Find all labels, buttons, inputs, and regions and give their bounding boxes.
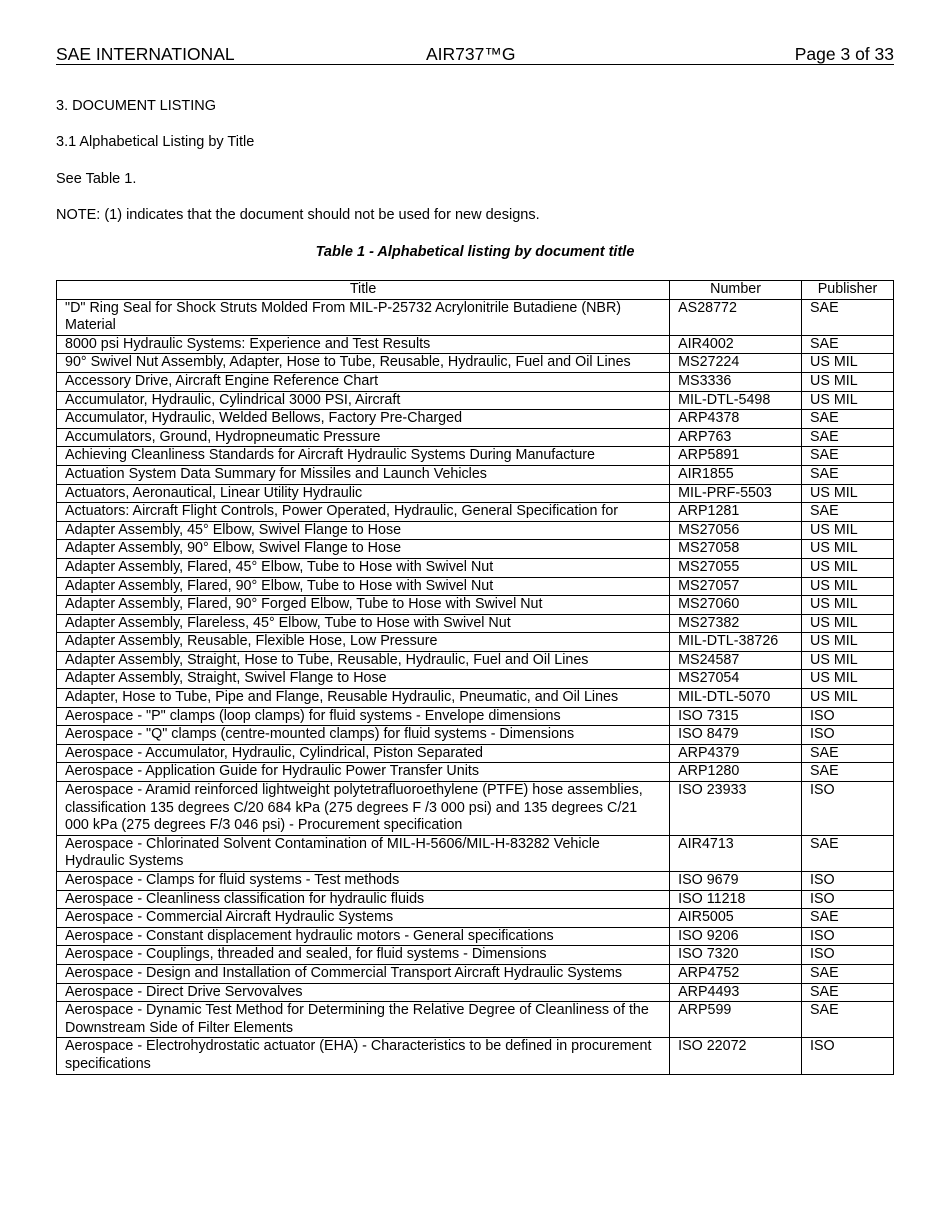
table-row [57, 391, 894, 410]
cell-title: Aerospace - Application Guide for Hydraulic Power Transfer Units [57, 763, 670, 782]
table-row [57, 1038, 894, 1074]
table-row [57, 964, 894, 983]
cell-publisher: ISO [802, 726, 894, 745]
table-row [57, 335, 894, 354]
cell-publisher: US MIL [802, 577, 894, 596]
cell-title: Aerospace - "P" clamps (loop clamps) for fluid systems - Envelope dimensions [57, 707, 670, 726]
cell-publisher: US MIL [802, 596, 894, 615]
cell-number: MS27058 [670, 540, 802, 559]
table-row [57, 428, 894, 447]
cell-publisher: US MIL [802, 670, 894, 689]
table-row [57, 872, 894, 891]
cell-title: Adapter Assembly, Flareless, 45° Elbow, Tube to Hose with Swivel Nut [57, 614, 670, 633]
cell-publisher: SAE [802, 1002, 894, 1038]
table-row [57, 596, 894, 615]
cell-title: Accumulator, Hydraulic, Cylindrical 3000 PSI, Aircraft [57, 391, 670, 410]
cell-publisher: US MIL [802, 651, 894, 670]
cell-number: AIR4002 [670, 335, 802, 354]
table-caption: Table 1 - Alphabetical listing by document title [315, 244, 635, 260]
cell-publisher: ISO [802, 890, 894, 909]
table-row [57, 670, 894, 689]
table-row [57, 484, 894, 503]
cell-number: AIR4713 [670, 835, 802, 871]
cell-number: MS27056 [670, 521, 802, 540]
cell-publisher: SAE [802, 447, 894, 466]
table-row [57, 558, 894, 577]
cell-title: Aerospace - Direct Drive Servovalves [57, 983, 670, 1002]
table-row [57, 540, 894, 559]
cell-number: ISO 11218 [670, 890, 802, 909]
cell-title: Aerospace - Electrohydrostatic actuator (EHA) - Characteristics to be defined in procurement specifications [57, 1038, 670, 1074]
cell-number: ISO 7320 [670, 946, 802, 965]
cell-title: Adapter Assembly, 90° Elbow, Swivel Flange to Hose [57, 540, 670, 559]
table-row [57, 983, 894, 1002]
cell-number: ISO 22072 [670, 1038, 802, 1074]
note-text: NOTE: (1) indicates that the document should not be used for new designs. [56, 207, 540, 223]
cell-title: Adapter Assembly, Flared, 90° Forged Elbow, Tube to Hose with Swivel Nut [57, 596, 670, 615]
table-row [57, 503, 894, 522]
cell-title: Aerospace - Commercial Aircraft Hydraulic Systems [57, 909, 670, 928]
cell-number: ARP1281 [670, 503, 802, 522]
see-table-text: See Table 1. [56, 171, 137, 187]
cell-publisher: ISO [802, 707, 894, 726]
cell-title: Adapter Assembly, Straight, Swivel Flange to Hose [57, 670, 670, 689]
cell-number: AIR1855 [670, 465, 802, 484]
cell-title: Aerospace - Aramid reinforced lightweight polytetrafluoroethylene (PTFE) hose assemblies, classification 135 degrees C/20 684 kPa (275 degrees F /3 000 psi) and 135 degrees C/21 000 kPa (275 degrees F/3 046 psi) - Procurement specification [57, 782, 670, 836]
table-row [57, 707, 894, 726]
cell-title: Achieving Cleanliness Standards for Aircraft Hydraulic Systems During Manufacture [57, 447, 670, 466]
cell-number: MS24587 [670, 651, 802, 670]
cell-title: "D" Ring Seal for Shock Struts Molded From MIL-P-25732 Acrylonitrile Butadiene (NBR) Material [57, 299, 670, 335]
cell-publisher: US MIL [802, 484, 894, 503]
column-header-number: Number [670, 281, 802, 300]
cell-publisher: SAE [802, 744, 894, 763]
header-doc-id: AIR737™G [426, 44, 516, 64]
cell-title: Adapter Assembly, Straight, Hose to Tube, Reusable, Hydraulic, Fuel and Oil Lines [57, 651, 670, 670]
cell-title: Aerospace - Dynamic Test Method for Determining the Relative Degree of Cleanliness of the Downstream Side of Filter Elements [57, 1002, 670, 1038]
cell-publisher: SAE [802, 909, 894, 928]
document-listing-table [56, 280, 894, 1075]
cell-number: ISO 23933 [670, 782, 802, 836]
table-row [57, 782, 894, 836]
cell-number: MS27224 [670, 354, 802, 373]
cell-number: AS28772 [670, 299, 802, 335]
table-row [57, 835, 894, 871]
cell-publisher: SAE [802, 465, 894, 484]
cell-number: ARP4752 [670, 964, 802, 983]
cell-publisher: US MIL [802, 633, 894, 652]
cell-title: Adapter Assembly, Reusable, Flexible Hose, Low Pressure [57, 633, 670, 652]
cell-number: MIL-DTL-5498 [670, 391, 802, 410]
cell-publisher: ISO [802, 872, 894, 891]
cell-number: ISO 9206 [670, 927, 802, 946]
cell-title: Aerospace - Clamps for fluid systems - Test methods [57, 872, 670, 891]
cell-number: MS27382 [670, 614, 802, 633]
cell-title: Adapter Assembly, 45° Elbow, Swivel Flange to Hose [57, 521, 670, 540]
cell-title: 90° Swivel Nut Assembly, Adapter, Hose to Tube, Reusable, Hydraulic, Fuel and Oil Lines [57, 354, 670, 373]
table-row [57, 299, 894, 335]
cell-title: Aerospace - Constant displacement hydraulic motors - General specifications [57, 927, 670, 946]
cell-number: ARP1280 [670, 763, 802, 782]
header-publisher: SAE INTERNATIONAL [56, 44, 235, 64]
cell-publisher: US MIL [802, 521, 894, 540]
cell-publisher: US MIL [802, 689, 894, 708]
cell-publisher: SAE [802, 428, 894, 447]
cell-publisher: SAE [802, 335, 894, 354]
table-row [57, 689, 894, 708]
table-row [57, 614, 894, 633]
subsection-heading: 3.1 Alphabetical Listing by Title [56, 134, 255, 150]
cell-number: ISO 7315 [670, 707, 802, 726]
cell-number: ARP763 [670, 428, 802, 447]
cell-number: ISO 9679 [670, 872, 802, 891]
table-row [57, 465, 894, 484]
table-row [57, 521, 894, 540]
cell-publisher: ISO [802, 927, 894, 946]
cell-title: Accumulators, Ground, Hydropneumatic Pressure [57, 428, 670, 447]
cell-publisher: SAE [802, 763, 894, 782]
cell-number: ISO 8479 [670, 726, 802, 745]
table-row [57, 946, 894, 965]
cell-number: ARP4378 [670, 410, 802, 429]
cell-number: MS27057 [670, 577, 802, 596]
cell-publisher: ISO [802, 1038, 894, 1074]
cell-publisher: ISO [802, 946, 894, 965]
cell-publisher: US MIL [802, 540, 894, 559]
cell-publisher: US MIL [802, 354, 894, 373]
cell-title: Aerospace - Accumulator, Hydraulic, Cylindrical, Piston Separated [57, 744, 670, 763]
table-row [57, 633, 894, 652]
cell-number: MIL-DTL-5070 [670, 689, 802, 708]
table-row [57, 372, 894, 391]
table-row [57, 927, 894, 946]
cell-title: Aerospace - "Q" clamps (centre-mounted clamps) for fluid systems - Dimensions [57, 726, 670, 745]
table-row [57, 410, 894, 429]
cell-number: ARP4493 [670, 983, 802, 1002]
cell-publisher: SAE [802, 835, 894, 871]
cell-number: MS27055 [670, 558, 802, 577]
header-page-number: Page 3 of 33 [794, 44, 894, 64]
cell-number: ARP5891 [670, 447, 802, 466]
table-row [57, 909, 894, 928]
cell-title: Adapter Assembly, Flared, 45° Elbow, Tube to Hose with Swivel Nut [57, 558, 670, 577]
table-row [57, 890, 894, 909]
cell-number: MS27054 [670, 670, 802, 689]
cell-title: Adapter Assembly, Flared, 90° Elbow, Tube to Hose with Swivel Nut [57, 577, 670, 596]
cell-number: MS27060 [670, 596, 802, 615]
cell-title: Aerospace - Design and Installation of Commercial Transport Aircraft Hydraulic Systems [57, 964, 670, 983]
cell-title: Actuators: Aircraft Flight Controls, Power Operated, Hydraulic, General Specification for [57, 503, 670, 522]
cell-title: 8000 psi Hydraulic Systems: Experience and Test Results [57, 335, 670, 354]
cell-title: Actuators, Aeronautical, Linear Utility Hydraulic [57, 484, 670, 503]
cell-publisher: SAE [802, 964, 894, 983]
cell-number: MIL-DTL-38726 [670, 633, 802, 652]
cell-number: AIR5005 [670, 909, 802, 928]
table-header-row [57, 281, 894, 300]
cell-number: ARP4379 [670, 744, 802, 763]
cell-title: Accessory Drive, Aircraft Engine Reference Chart [57, 372, 670, 391]
cell-publisher: US MIL [802, 372, 894, 391]
cell-publisher: SAE [802, 410, 894, 429]
cell-title: Adapter, Hose to Tube, Pipe and Flange, Reusable Hydraulic, Pneumatic, and Oil Lines [57, 689, 670, 708]
section-heading: 3. DOCUMENT LISTING [56, 98, 217, 114]
cell-publisher: SAE [802, 983, 894, 1002]
column-header-publisher: Publisher [802, 281, 894, 300]
cell-publisher: SAE [802, 299, 894, 335]
cell-publisher: US MIL [802, 614, 894, 633]
table-row [57, 763, 894, 782]
table-row [57, 354, 894, 373]
cell-title: Accumulator, Hydraulic, Welded Bellows, Factory Pre-Charged [57, 410, 670, 429]
cell-title: Aerospace - Chlorinated Solvent Contamination of MIL-H-5606/MIL-H-83282 Vehicle Hydraulic Systems [57, 835, 670, 871]
table-row [57, 726, 894, 745]
cell-number: MS3336 [670, 372, 802, 391]
cell-publisher: US MIL [802, 391, 894, 410]
table-row [57, 744, 894, 763]
page-header [56, 44, 894, 65]
cell-publisher: US MIL [802, 558, 894, 577]
cell-title: Actuation System Data Summary for Missiles and Launch Vehicles [57, 465, 670, 484]
table-row [57, 1002, 894, 1038]
cell-number: MIL-PRF-5503 [670, 484, 802, 503]
cell-number: ARP599 [670, 1002, 802, 1038]
table-row [57, 651, 894, 670]
table-row [57, 577, 894, 596]
table-row [57, 447, 894, 466]
cell-title: Aerospace - Cleanliness classification for hydraulic fluids [57, 890, 670, 909]
cell-publisher: SAE [802, 503, 894, 522]
cell-publisher: ISO [802, 782, 894, 836]
cell-title: Aerospace - Couplings, threaded and sealed, for fluid systems - Dimensions [57, 946, 670, 965]
column-header-title: Title [57, 281, 670, 300]
